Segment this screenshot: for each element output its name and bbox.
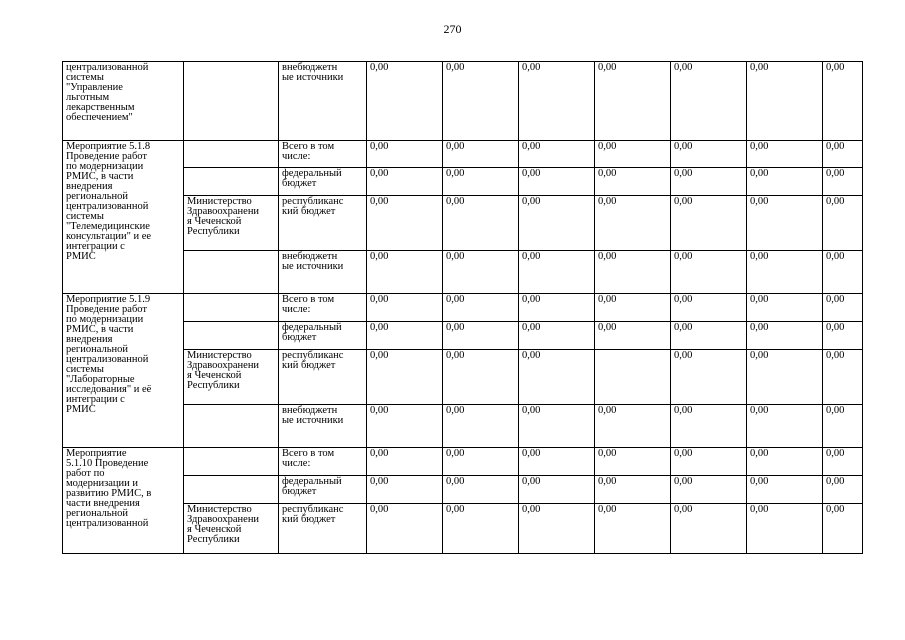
funding-source-cell: Всего в том числе: bbox=[279, 141, 367, 168]
amount-cell: 0,00 bbox=[367, 251, 443, 294]
amount-cell: 0,00 bbox=[367, 294, 443, 322]
amount-cell: 0,00 bbox=[595, 196, 671, 251]
executor-cell bbox=[184, 405, 279, 448]
funding-source-cell: Всего в том числе: bbox=[279, 448, 367, 476]
amount-cell: 0,00 bbox=[443, 62, 519, 141]
amount-cell: 0,00 bbox=[595, 405, 671, 448]
amount-cell: 0,00 bbox=[823, 350, 863, 405]
amount-cell: 0,00 bbox=[443, 196, 519, 251]
amount-cell: 0,00 bbox=[443, 350, 519, 405]
amount-cell: 0,00 bbox=[367, 405, 443, 448]
amount-cell: 0,00 bbox=[671, 141, 747, 168]
amount-cell: 0,00 bbox=[595, 168, 671, 196]
amount-cell: 0,00 bbox=[671, 476, 747, 504]
amount-cell: 0,00 bbox=[367, 350, 443, 405]
amount-cell: 0,00 bbox=[671, 294, 747, 322]
funding-source-cell: Всего в том числе: bbox=[279, 294, 367, 322]
amount-cell: 0,00 bbox=[595, 322, 671, 350]
amount-cell: 0,00 bbox=[519, 405, 595, 448]
amount-cell: 0,00 bbox=[367, 322, 443, 350]
amount-cell: 0,00 bbox=[519, 141, 595, 168]
budget-table bbox=[62, 61, 863, 554]
amount-cell: 0,00 bbox=[747, 504, 823, 554]
table-row bbox=[63, 448, 863, 476]
amount-cell: 0,00 bbox=[823, 448, 863, 476]
amount-cell: 0,00 bbox=[443, 405, 519, 448]
amount-cell: 0,00 bbox=[747, 62, 823, 141]
amount-cell: 0,00 bbox=[443, 168, 519, 196]
amount-cell bbox=[595, 350, 671, 405]
amount-cell: 0,00 bbox=[747, 168, 823, 196]
amount-cell: 0,00 bbox=[595, 476, 671, 504]
amount-cell: 0,00 bbox=[823, 196, 863, 251]
amount-cell: 0,00 bbox=[595, 141, 671, 168]
amount-cell: 0,00 bbox=[595, 251, 671, 294]
event-description-cell: централизованной системы "Управление льготным лекарственным обеспечением" bbox=[63, 62, 184, 141]
funding-source-cell: внебюджетн ые источники bbox=[279, 62, 367, 141]
funding-source-cell: республиканс кий бюджет bbox=[279, 504, 367, 554]
executor-cell bbox=[184, 476, 279, 504]
amount-cell: 0,00 bbox=[443, 504, 519, 554]
executor-cell bbox=[184, 251, 279, 294]
amount-cell: 0,00 bbox=[747, 448, 823, 476]
amount-cell: 0,00 bbox=[747, 405, 823, 448]
amount-cell: 0,00 bbox=[671, 504, 747, 554]
executor-cell bbox=[184, 141, 279, 168]
amount-cell: 0,00 bbox=[443, 251, 519, 294]
amount-cell: 0,00 bbox=[595, 448, 671, 476]
amount-cell: 0,00 bbox=[595, 62, 671, 141]
amount-cell: 0,00 bbox=[823, 168, 863, 196]
amount-cell: 0,00 bbox=[443, 294, 519, 322]
amount-cell: 0,00 bbox=[823, 251, 863, 294]
amount-cell: 0,00 bbox=[671, 251, 747, 294]
funding-source-cell: федеральный бюджет bbox=[279, 322, 367, 350]
amount-cell: 0,00 bbox=[747, 196, 823, 251]
amount-cell: 0,00 bbox=[823, 405, 863, 448]
page-number: 270 bbox=[443, 22, 462, 36]
amount-cell: 0,00 bbox=[671, 350, 747, 405]
amount-cell: 0,00 bbox=[519, 196, 595, 251]
amount-cell: 0,00 bbox=[519, 476, 595, 504]
amount-cell: 0,00 bbox=[519, 504, 595, 554]
funding-source-cell: внебюджетн ые источники bbox=[279, 251, 367, 294]
executor-cell bbox=[184, 294, 279, 322]
event-description-cell: Мероприятие 5.1.9 Проведение работ по модернизации РМИС, в части внедрения региональной централизованной системы "Лабораторные исследования" и её интеграции с РМИС bbox=[63, 294, 184, 448]
executor-cell bbox=[184, 62, 279, 141]
event-description-cell: Мероприятие 5.1.10 Проведение работ по модернизации и развитию РМИС, в части внедрения региональной централизованной bbox=[63, 448, 184, 554]
executor-cell: Министерство Здравоохранени я Чеченской Республики bbox=[184, 504, 279, 554]
funding-source-cell: внебюджетн ые источники bbox=[279, 405, 367, 448]
table-row bbox=[63, 62, 863, 141]
amount-cell: 0,00 bbox=[519, 322, 595, 350]
amount-cell: 0,00 bbox=[519, 168, 595, 196]
executor-cell: Министерство Здравоохранени я Чеченской Республики bbox=[184, 350, 279, 405]
amount-cell: 0,00 bbox=[747, 350, 823, 405]
amount-cell: 0,00 bbox=[823, 504, 863, 554]
amount-cell: 0,00 bbox=[671, 322, 747, 350]
amount-cell: 0,00 bbox=[747, 251, 823, 294]
amount-cell: 0,00 bbox=[595, 294, 671, 322]
amount-cell: 0,00 bbox=[823, 62, 863, 141]
amount-cell: 0,00 bbox=[747, 294, 823, 322]
amount-cell: 0,00 bbox=[443, 322, 519, 350]
funding-source-cell: республиканс кий бюджет bbox=[279, 350, 367, 405]
executor-cell bbox=[184, 322, 279, 350]
amount-cell: 0,00 bbox=[747, 322, 823, 350]
amount-cell: 0,00 bbox=[519, 448, 595, 476]
amount-cell: 0,00 bbox=[367, 168, 443, 196]
amount-cell: 0,00 bbox=[671, 168, 747, 196]
amount-cell: 0,00 bbox=[367, 141, 443, 168]
funding-source-cell: федеральный бюджет bbox=[279, 476, 367, 504]
amount-cell: 0,00 bbox=[443, 448, 519, 476]
amount-cell: 0,00 bbox=[671, 196, 747, 251]
amount-cell: 0,00 bbox=[367, 476, 443, 504]
funding-source-cell: федеральный бюджет bbox=[279, 168, 367, 196]
amount-cell: 0,00 bbox=[443, 141, 519, 168]
amount-cell: 0,00 bbox=[595, 504, 671, 554]
executor-cell bbox=[184, 168, 279, 196]
amount-cell: 0,00 bbox=[519, 350, 595, 405]
amount-cell: 0,00 bbox=[367, 62, 443, 141]
amount-cell: 0,00 bbox=[443, 476, 519, 504]
amount-cell: 0,00 bbox=[747, 476, 823, 504]
amount-cell: 0,00 bbox=[367, 448, 443, 476]
amount-cell: 0,00 bbox=[519, 62, 595, 141]
amount-cell: 0,00 bbox=[367, 504, 443, 554]
event-description-cell: Мероприятие 5.1.8 Проведение работ по модернизации РМИС, в части внедрения региональной централизованной системы "Телемедицинские консультации" и ее интеграции с РМИС bbox=[63, 141, 184, 294]
amount-cell: 0,00 bbox=[671, 448, 747, 476]
amount-cell: 0,00 bbox=[519, 294, 595, 322]
table-row bbox=[63, 294, 863, 322]
amount-cell: 0,00 bbox=[823, 322, 863, 350]
executor-cell: Министерство Здравоохранени я Чеченской Республики bbox=[184, 196, 279, 251]
amount-cell: 0,00 bbox=[671, 405, 747, 448]
amount-cell: 0,00 bbox=[671, 62, 747, 141]
amount-cell: 0,00 bbox=[367, 196, 443, 251]
amount-cell: 0,00 bbox=[747, 141, 823, 168]
table-row bbox=[63, 141, 863, 168]
amount-cell: 0,00 bbox=[823, 294, 863, 322]
amount-cell: 0,00 bbox=[823, 476, 863, 504]
funding-source-cell: республиканс кий бюджет bbox=[279, 196, 367, 251]
amount-cell: 0,00 bbox=[519, 251, 595, 294]
amount-cell: 0,00 bbox=[823, 141, 863, 168]
executor-cell bbox=[184, 448, 279, 476]
